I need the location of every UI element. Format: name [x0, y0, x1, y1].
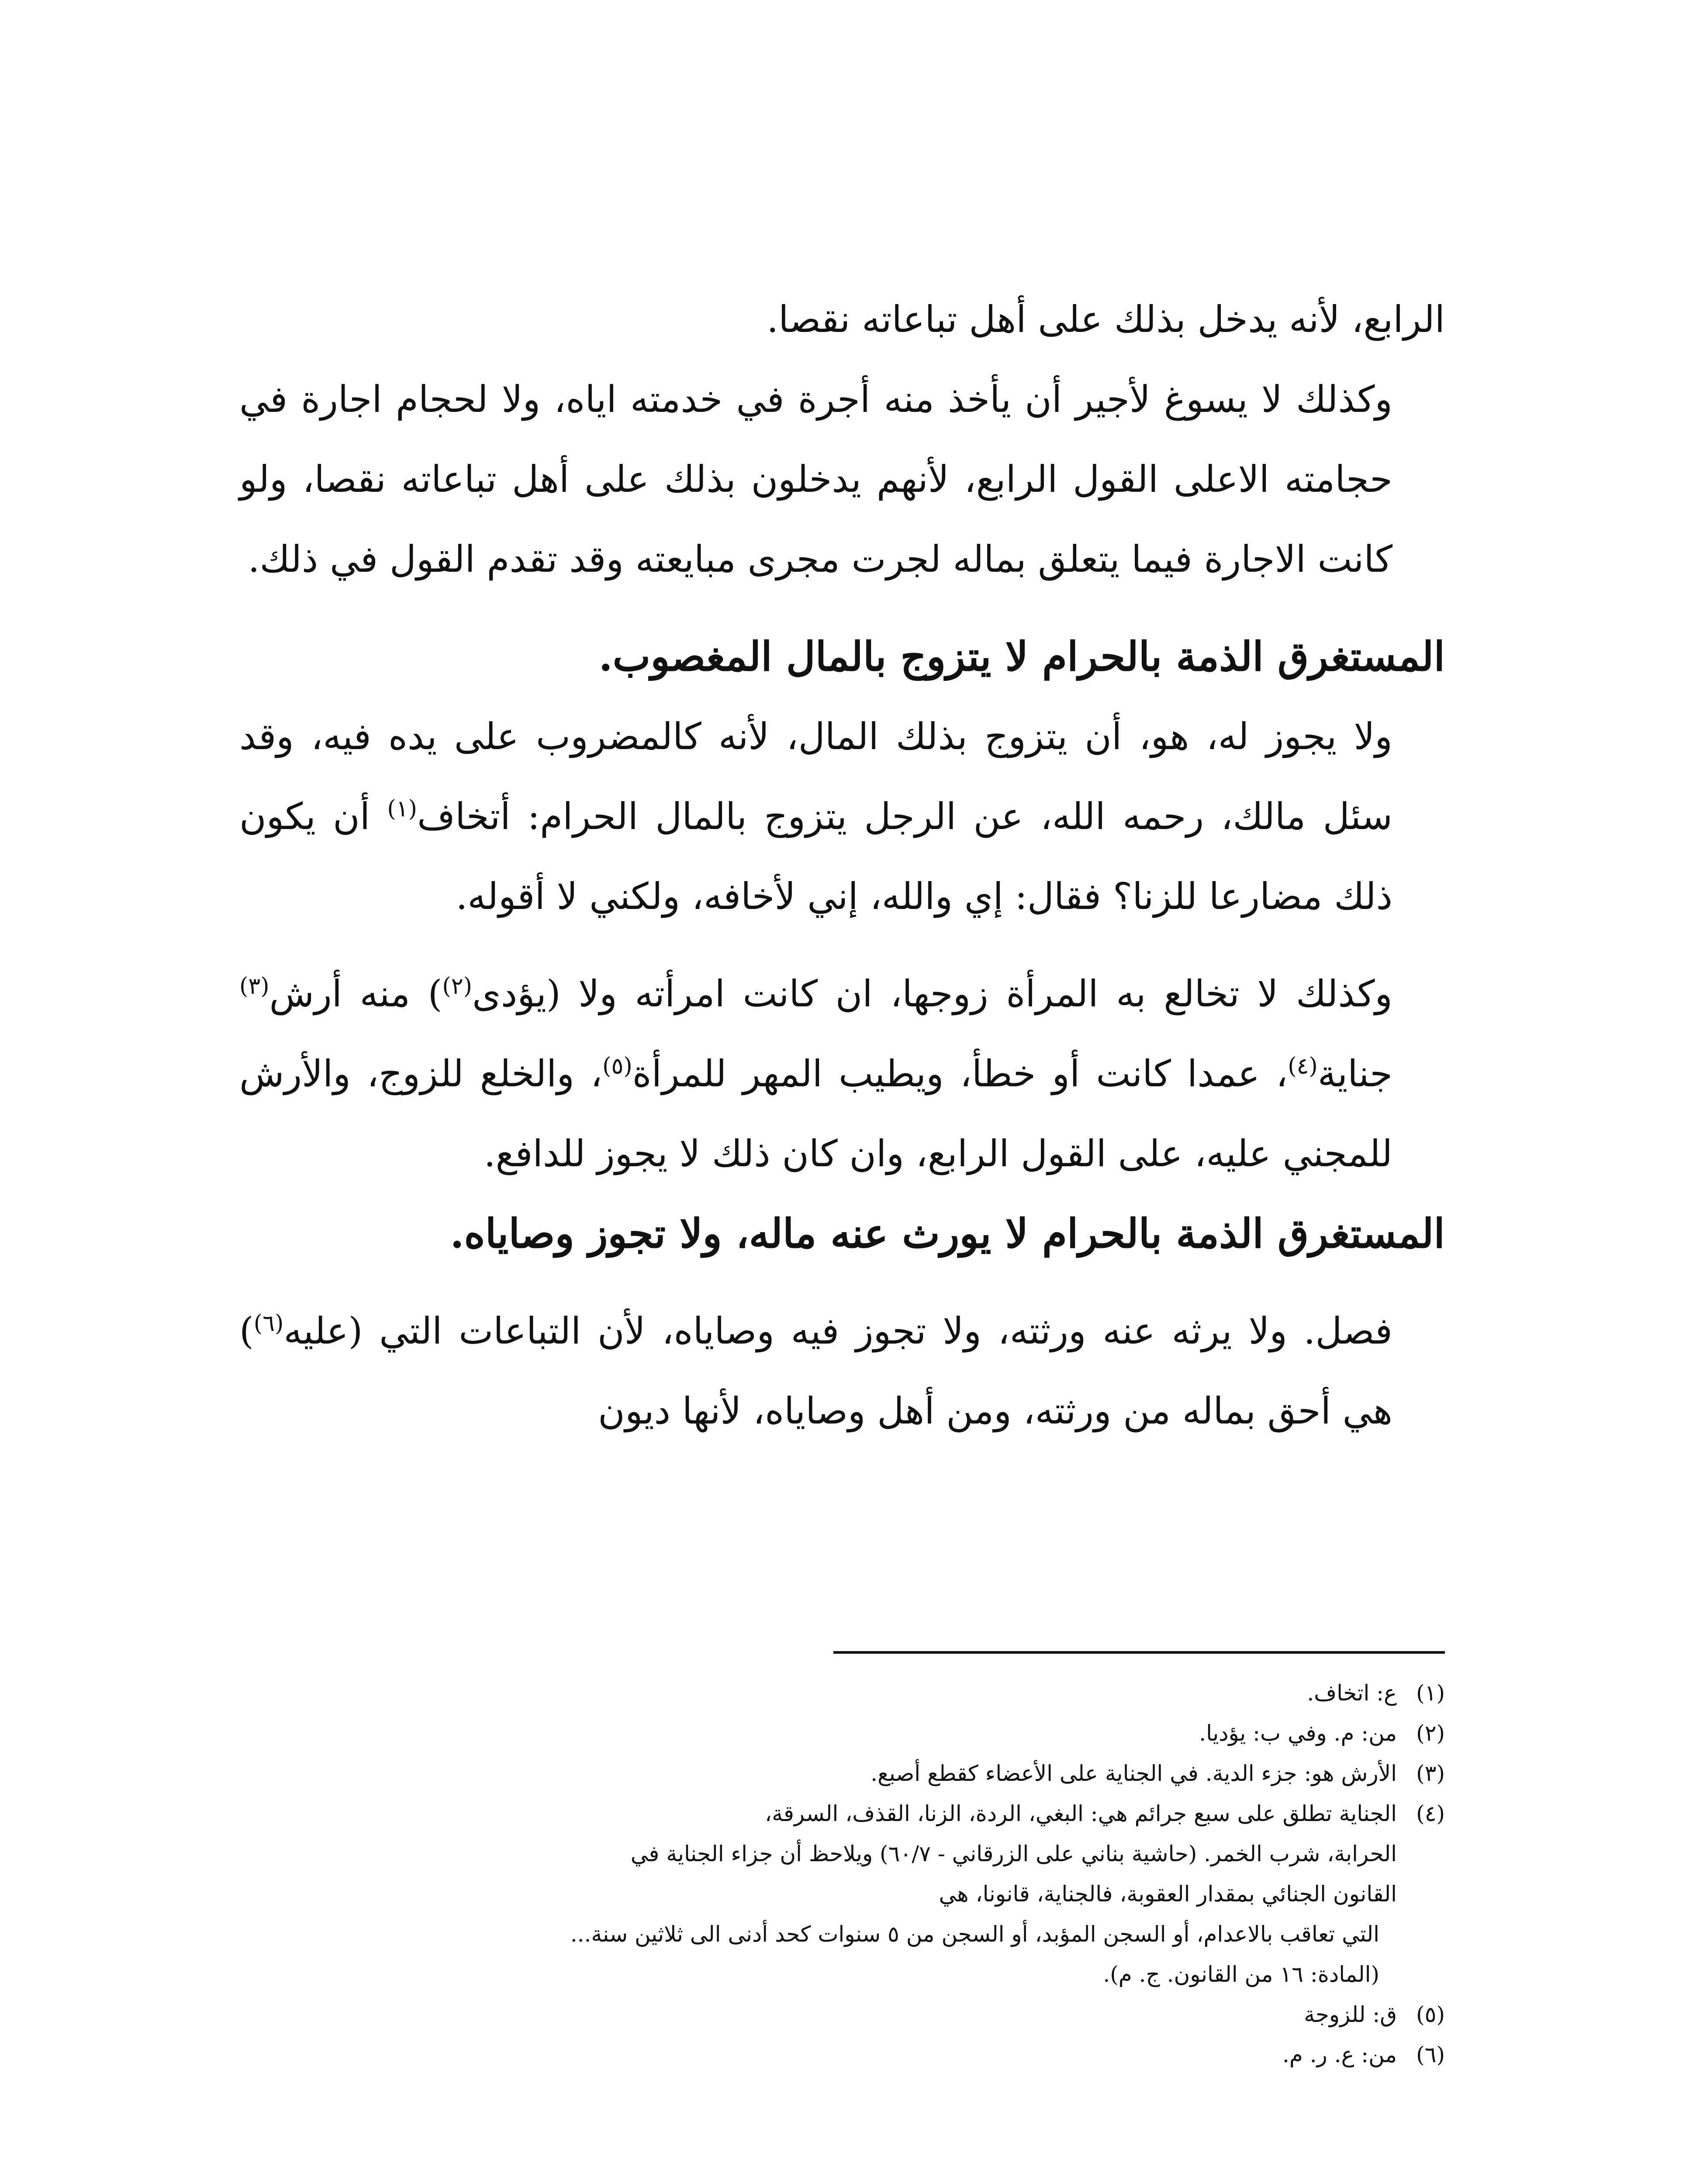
footnote-number: (٢) — [1416, 1721, 1445, 1746]
footnote-text: من: ع. ر. م. — [1282, 2042, 1397, 2067]
footnote-text: الجناية تطلق على سبع جرائم هي: البغي، الردة، الزنا، القذف، السرقة، — [765, 1801, 1397, 1826]
footnote-continuation: التي تعاقب بالاعدام، أو السجن المؤبد، أو السجن من ٥ سنوات كحد أدنى الى ثلاثين سنة... — [570, 1921, 1379, 1947]
footnote-ref[interactable]: (٥) — [602, 1053, 632, 1079]
footnote-number: (١) — [1416, 1680, 1445, 1706]
paragraph-text: ) منه أرش — [269, 972, 442, 1015]
footnote-item — [239, 1673, 1445, 1713]
footnote-text: الأرش هو: جزء الدية. في الجناية على الأعضاء كقطع أصبع. — [871, 1761, 1397, 1786]
footnote-text: ع: اتخاف. — [1307, 1680, 1397, 1706]
footnote-continuation: القانون الجنائي بمقدار العقوبة، فالجناية، قانونا، هي — [939, 1881, 1397, 1907]
footnote-number: (٥) — [1416, 2002, 1445, 2027]
footnote-divider — [833, 1651, 1445, 1654]
paragraph-text: أن يكون ذلك مضارعا للزنا؟ فقال: إي والله، إني لأخافه، ولكني لا أقوله. — [239, 795, 1392, 918]
footnote-item — [239, 1794, 1445, 1834]
footnote-number: (٤) — [1416, 1801, 1445, 1826]
paragraph-text: جناية — [1317, 1052, 1393, 1095]
footnote-ref[interactable]: (١) — [387, 796, 417, 822]
paragraph — [239, 954, 1445, 1194]
footnote-ref[interactable]: (٤) — [1288, 1053, 1318, 1079]
footnote-ref[interactable]: (٢) — [442, 973, 472, 999]
paragraph-text: وكذلك لا يسوغ لأجير أن يأخذ منه أجرة في خدمته اياه، ولا لحجام اجارة في حجامته الاعلى القول الرابع، لأنهم يدخلون بذلك على أهل تباعاته نقصا، ولو كانت الاجارة فيما يتعلق بماله لجرت مجرى مبايعته وقد تقدم القول في ذلك. — [239, 378, 1392, 581]
footnote-text: من: م. وفي ب: يؤديا. — [1199, 1721, 1397, 1746]
paragraph-text: ، والخلع للزوج، والأرش للمجني عليه، على القول الرابع، وان كان ذلك لا يجوز للدافع. — [239, 1052, 1392, 1175]
footnote-item — [239, 1994, 1445, 2035]
footnote-item — [239, 1713, 1445, 1753]
footnote-item — [239, 2035, 1445, 2075]
footnote-ref[interactable]: (٣) — [239, 973, 269, 999]
paragraph — [239, 697, 1445, 936]
section-heading: المستغرق الذمة بالحرام لا يورث عنه ماله، ولا تجوز وصاياه. — [450, 1210, 1445, 1257]
paragraph-text: ) هي أحق بماله من ورثته، ومن أهل وصاياه، لأنها ديون — [239, 1310, 1392, 1432]
section-heading: المستغرق الذمة بالحرام لا يتزوج بالمال المغصوب. — [598, 633, 1445, 680]
footnote-text: ق: للزوجة — [1304, 2002, 1397, 2027]
footnotes — [239, 1673, 1445, 2075]
main-text — [239, 280, 1445, 1451]
paragraph — [239, 359, 1445, 599]
paragraph-text: ولا يجوز له، هو، أن يتزوج بذلك المال، لأنه كالمضروب على يده فيه، وقد سئل مالك، رحمه الله، عن الرجل يتزوج بالمال الحرام: أتخاف — [239, 715, 1392, 838]
footnote-number: (٦) — [1416, 2042, 1445, 2067]
paragraph-text: الرابع، لأنه يدخل بذلك على أهل تباعاته نقصا. — [767, 298, 1445, 341]
footnote-item — [239, 1753, 1445, 1794]
paragraph-text: وكذلك لا تخالع به المرأة زوجها، ان كانت امرأته ولا (يؤدى — [472, 972, 1392, 1015]
footnote-continuation: الحرابة، شرب الخمر. (حاشية بناني على الزرقاني - ٦٠/٧) ويلاحظ أن جزاء الجناية في — [630, 1841, 1397, 1866]
footnote-number: (٣) — [1416, 1761, 1445, 1786]
footnote-ref[interactable]: (٦) — [253, 1310, 284, 1337]
footnote-continuation: (المادة: ١٦ من القانون. ج. م). — [1103, 1962, 1379, 1987]
paragraph-text: فصل. ولا يرثه عنه ورثته، ولا تجوز فيه وصاياه، لأن التباعات التي (عليه — [283, 1310, 1392, 1352]
paragraph — [239, 1291, 1445, 1451]
paragraph-text: ، عمدا كانت أو خطأ، ويطيب المهر للمرأة — [632, 1052, 1288, 1095]
paragraph-continuation — [239, 280, 1445, 359]
